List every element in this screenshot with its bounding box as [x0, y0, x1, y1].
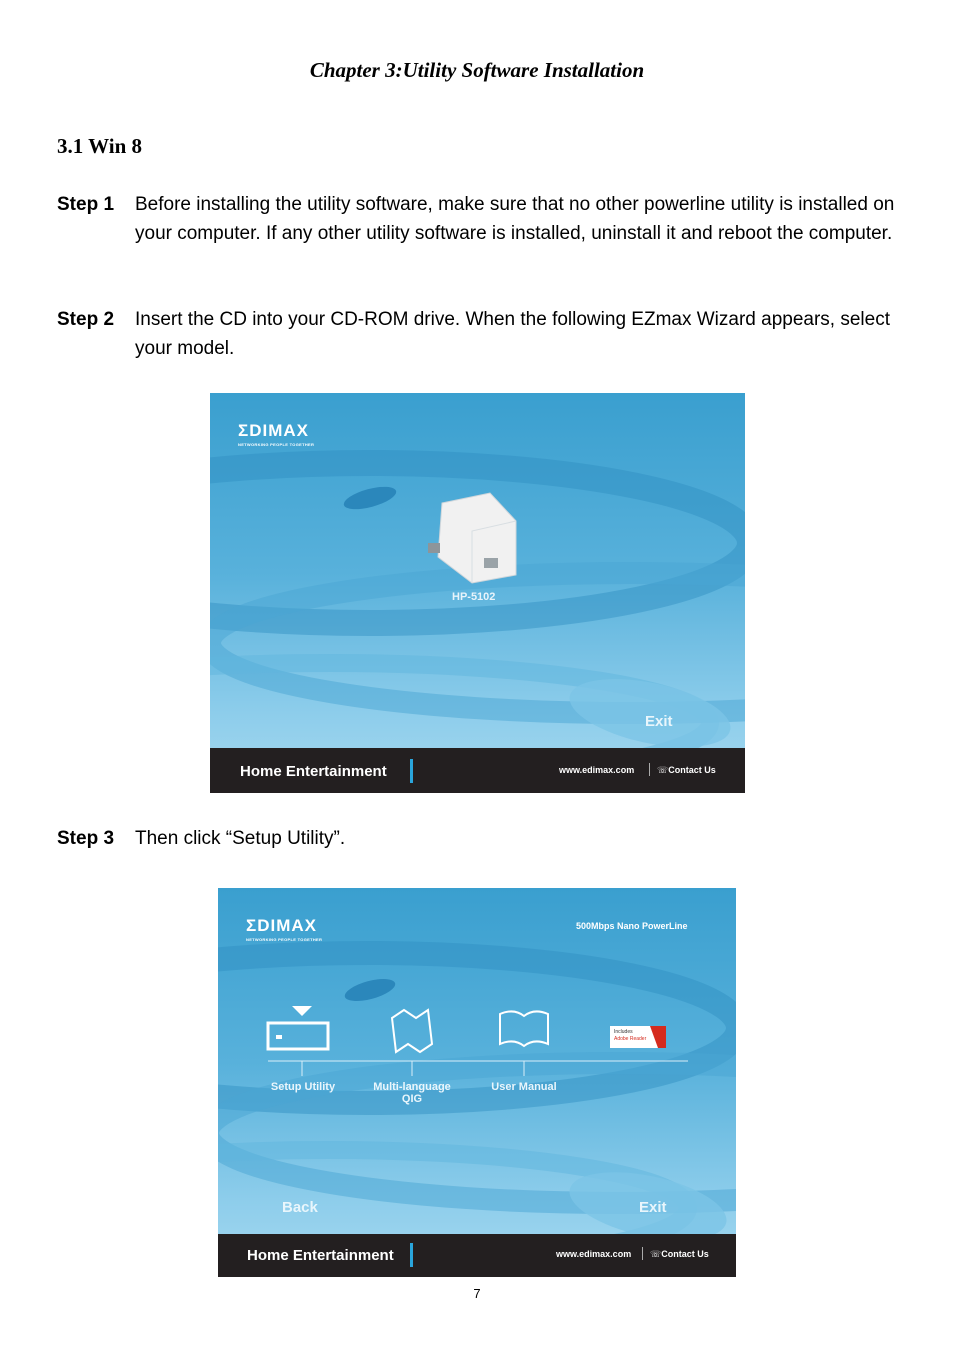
- contact-us-link[interactable]: ☏Contact Us: [650, 1249, 709, 1259]
- step-text: Before installing the utility software, make sure that no other powerline utility is installed on your computer. If any other utility software is installed, uninstall it and reboot the computer.: [135, 194, 895, 244]
- website-link[interactable]: www.edimax.com: [556, 1249, 632, 1259]
- multi-language-qig-button[interactable]: Multi-language QIG: [373, 1081, 451, 1105]
- back-button[interactable]: Back: [282, 1199, 318, 1216]
- model-hp-5102[interactable]: HP-5102: [452, 591, 496, 603]
- edimax-logo: ΣDIMAX NETWORKING PEOPLE TOGETHER: [238, 421, 315, 447]
- setup-utility-icon: [268, 1006, 328, 1049]
- step-3: [57, 824, 897, 853]
- step-text: Insert the CD into your CD-ROM drive. When the following EZmax Wizard appears, select your model.: [135, 309, 890, 359]
- edimax-logo: ΣDIMAX NETWORKING PEOPLE TOGETHER: [246, 916, 323, 942]
- page-number: 7: [473, 1286, 481, 1301]
- setup-utility-button[interactable]: Setup Utility: [270, 1081, 336, 1093]
- footer-separator: [649, 763, 650, 776]
- section-title: 3.1 Win 8: [57, 134, 143, 158]
- contact-us-link[interactable]: ☏Contact Us: [657, 765, 716, 775]
- user-manual-button[interactable]: User Manual: [491, 1081, 557, 1093]
- exit-button[interactable]: Exit: [645, 713, 673, 730]
- footer-separator: [642, 1247, 643, 1260]
- ezmax-wizard-model-screen: [210, 393, 745, 793]
- step-label: Step 3: [57, 828, 115, 849]
- contact-icon: ☏: [657, 765, 669, 775]
- adobe-reader-text[interactable]: Includes Adobe Reader: [614, 1029, 647, 1042]
- footer-title: Home Entertainment: [240, 763, 387, 780]
- open-book-icon: [500, 1011, 548, 1046]
- contact-icon: ☏: [650, 1249, 662, 1259]
- exit-button[interactable]: Exit: [639, 1199, 667, 1216]
- footer-bar: [210, 748, 745, 793]
- ezmax-wizard-menu-screen: [218, 888, 736, 1277]
- footer-title: Home Entertainment: [247, 1247, 394, 1264]
- website-link[interactable]: www.edimax.com: [559, 765, 635, 775]
- footer-bar: [218, 1234, 736, 1277]
- footer-accent-bar: [410, 759, 413, 783]
- footer-accent-bar: [410, 1243, 413, 1267]
- step-label: Step 1: [57, 194, 115, 215]
- product-name: 500Mbps Nano PowerLine: [576, 921, 688, 931]
- chapter-title: Chapter 3:Utility Software Installation: [309, 58, 645, 82]
- step-2: [57, 305, 897, 363]
- map-booklet-icon: [392, 1010, 432, 1052]
- step-label: Step 2: [57, 309, 115, 330]
- step-text: Then click “Setup Utility”.: [135, 828, 346, 849]
- step-1: [57, 190, 897, 248]
